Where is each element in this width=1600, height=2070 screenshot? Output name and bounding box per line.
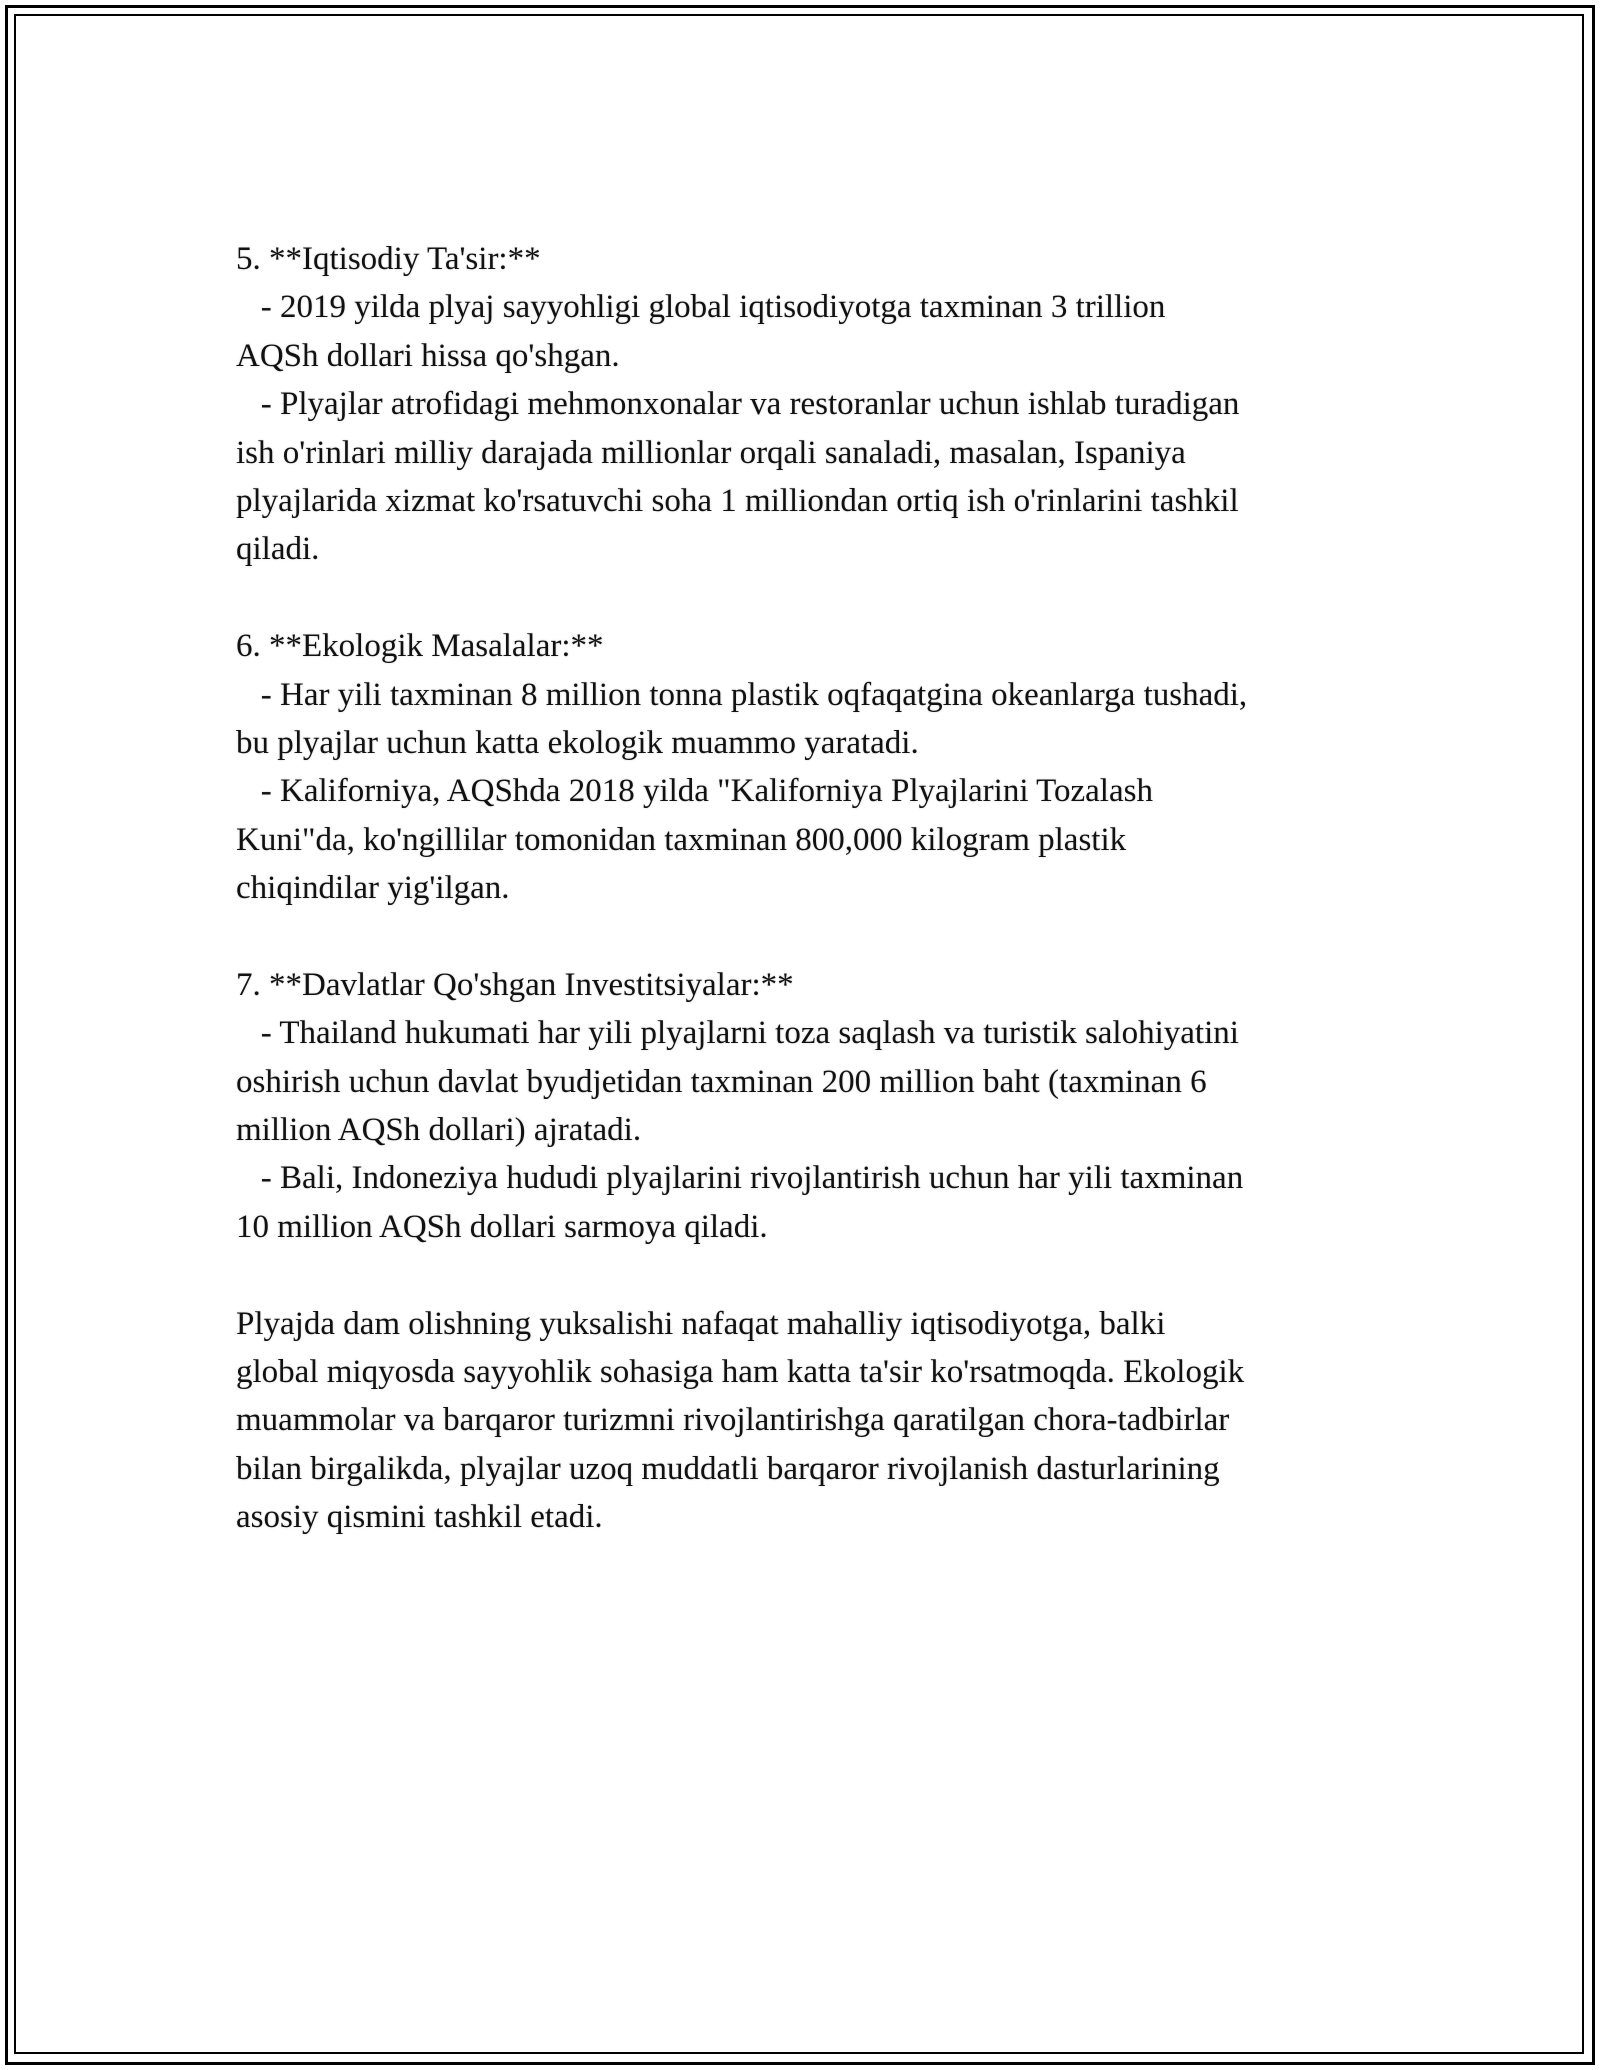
text-line: - Plyajlar atrofidagi mehmonxonalar va restoranlar uchun ishlab turadigan bbox=[236, 386, 1240, 423]
text-line: - 2019 yilda plyaj sayyohligi global iqtisodiyotga taxminan 3 trillion bbox=[236, 289, 1166, 326]
section-heading: 6. **Ekologik Masalalar:** bbox=[236, 628, 604, 665]
text-line: oshirish uchun davlat byudjetidan taxminan 200 million baht (taxminan 6 bbox=[236, 1063, 1207, 1100]
document-body bbox=[236, 235, 1396, 1542]
text-line: global miqyosda sayyohlik sohasiga ham katta ta'sir ko'rsatmoqda. Ekologik bbox=[236, 1353, 1245, 1390]
text-line: - Kaliforniya, AQShda 2018 yilda "Kaliforniya Plyajlarini Tozalash bbox=[236, 773, 1153, 810]
text-line: Plyajda dam olishning yuksalishi nafaqat mahalliy iqtisodiyotga, balki bbox=[236, 1305, 1166, 1342]
section-economic-impact bbox=[236, 235, 1396, 574]
text-line: AQSh dollari hissa qo'shgan. bbox=[236, 337, 620, 374]
paragraph-spacer bbox=[236, 574, 1396, 622]
section-government-investments bbox=[236, 961, 1396, 1251]
text-line: - Thailand hukumati har yili plyajlarni toza saqlash va turistik salohiyatini bbox=[236, 1015, 1239, 1052]
text-line: Kuni"da, ko'ngillilar tomonidan taxminan 800,000 kilogram plastik bbox=[236, 821, 1127, 858]
text-line: qiladi. bbox=[236, 531, 320, 568]
text-line: - Bali, Indoneziya hududi plyajlarini rivojlantirish uchun har yili taxminan bbox=[236, 1160, 1244, 1197]
section-heading: 5. **Iqtisodiy Ta'sir:** bbox=[236, 241, 541, 277]
conclusion-paragraph bbox=[236, 1300, 1396, 1542]
text-line: plyajlarida xizmat ko'rsatuvchi soha 1 milliondan ortiq ish o'rinlarini tashkil bbox=[236, 482, 1239, 519]
text-line: bilan birgalikda, plyajlar uzoq muddatli barqaror rivojlanish dasturlarining bbox=[236, 1450, 1220, 1487]
text-line: bu plyajlar uchun katta ekologik muammo yaratadi. bbox=[236, 724, 919, 761]
section-ecological-issues bbox=[236, 622, 1396, 912]
text-line: million AQSh dollari) ajratadi. bbox=[236, 1112, 642, 1149]
paragraph-spacer bbox=[236, 1251, 1396, 1299]
text-line: chiqindilar yig'ilgan. bbox=[236, 870, 510, 907]
section-heading: 7. **Davlatlar Qo'shgan Investitsiyalar:** bbox=[236, 966, 794, 1003]
text-line: - Har yili taxminan 8 million tonna plastik oqfaqatgina okeanlarga tushadi, bbox=[236, 676, 1248, 713]
text-line: 10 million AQSh dollari sarmoya qiladi. bbox=[236, 1208, 768, 1245]
text-line: asosiy qismini tashkil etadi. bbox=[236, 1499, 603, 1536]
text-line: ish o'rinlari milliy darajada millionlar orqali sanaladi, masalan, Ispaniya bbox=[236, 434, 1186, 471]
paragraph-spacer bbox=[236, 912, 1396, 960]
text-line: muammolar va barqaror turizmni rivojlantirishga qaratilgan chora-tadbirlar bbox=[236, 1402, 1230, 1439]
